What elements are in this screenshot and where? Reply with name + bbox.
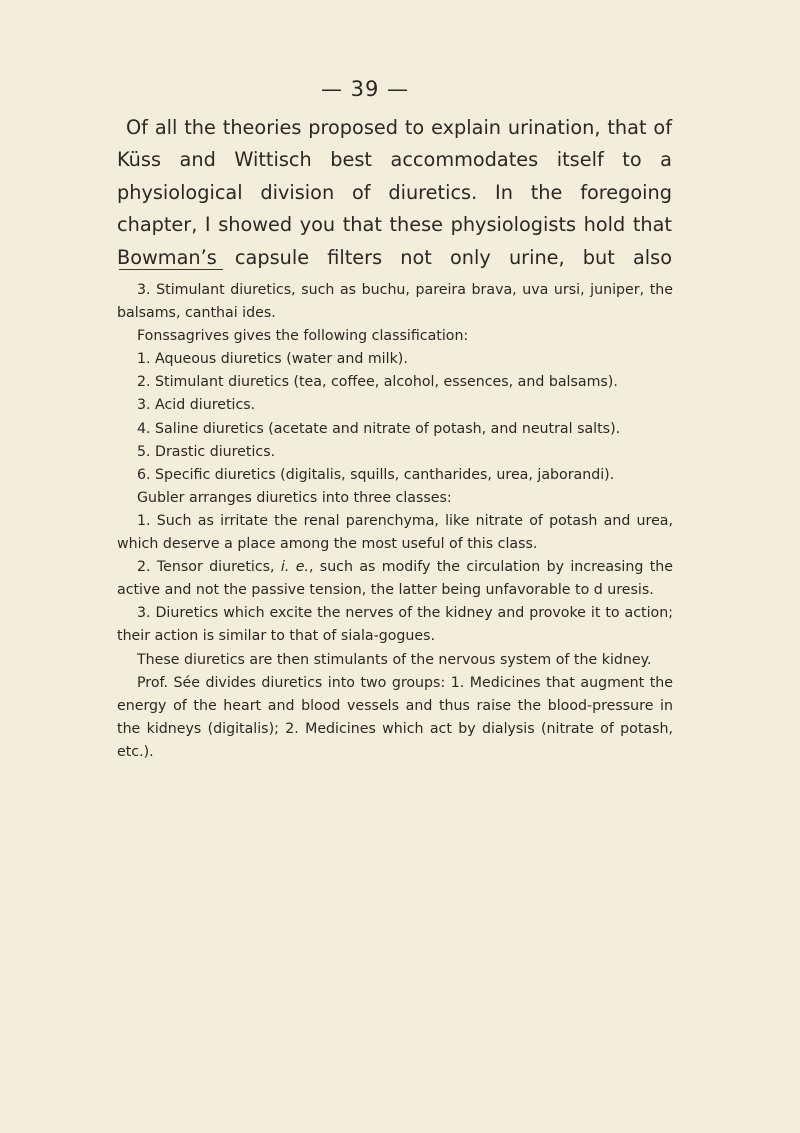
footnote-item: Gubler arranges diuretics into three classes: [137,489,452,506]
footnote-item: 3. Stimulant diuretics, such as buchu, pareira brava, uva ursi, juniper, the balsams, canthai ides. [117,282,673,322]
footnote-item: 3. Diuretics which excite the nerves of the kidney and provoke it to action; their action is similar to that of siala-gogues. [117,605,673,645]
footnotes [117,279,673,764]
footnote-item: Fonssagrives gives the following classification: [137,328,469,345]
page-number: — 39 — [320,77,410,101]
footnote-item: Prof. Sée divides diuretics into two groups: 1. Medicines that augment the energy of the heart and blood vessels and thus raise the blood-pressure in the kidneys (digitalis); 2. Medicines which act by dialysis (nitrate of potash, etc.). [117,674,673,760]
footnote-item: 2. Stimulant diuretics (tea, coffee, alcohol, essences, and balsams). [137,374,618,391]
footnote-item: 5. Drastic diuretics. [137,443,276,460]
footnote-text: , such as modify the circulation by increasing the active and not the passive tension, the latter being unfavorable to d uresis. [117,559,673,599]
footnote-item: 6. Specific diuretics (digitalis, squills, cantharides, urea, jaborandi). [137,466,615,483]
footnote-italic-text: i. e. [280,559,309,576]
footnote-item: 4. Saline diuretics (acetate and nitrate of potash, and neutral salts). [137,420,621,437]
footnote-item: 1. Aqueous diuretics (water and milk). [137,351,408,368]
footnote-item: These diuretics are then stimulants of the nervous system of the kidney. [137,651,652,668]
footnote-text: 2. Tensor diuretics, [137,559,281,576]
main-text [117,112,672,274]
footnote-item [117,556,673,602]
footnote-divider [119,269,223,270]
main-paragraph: Of all the theories proposed to explain urination, that of Küss and Wittisch best accommodates itself to a physiological division of diuretics. In the foregoing chapter, I showed you that these physiologists hold that Bowman’s capsule filters not only urine, but also [117,116,672,269]
footnote-item: 1. Such as irritate the renal parenchyma, like nitrate of potash and urea, which deserve a place among the most useful of this class. [117,512,673,553]
footnote-item: 3. Acid diuretics. [137,397,256,414]
